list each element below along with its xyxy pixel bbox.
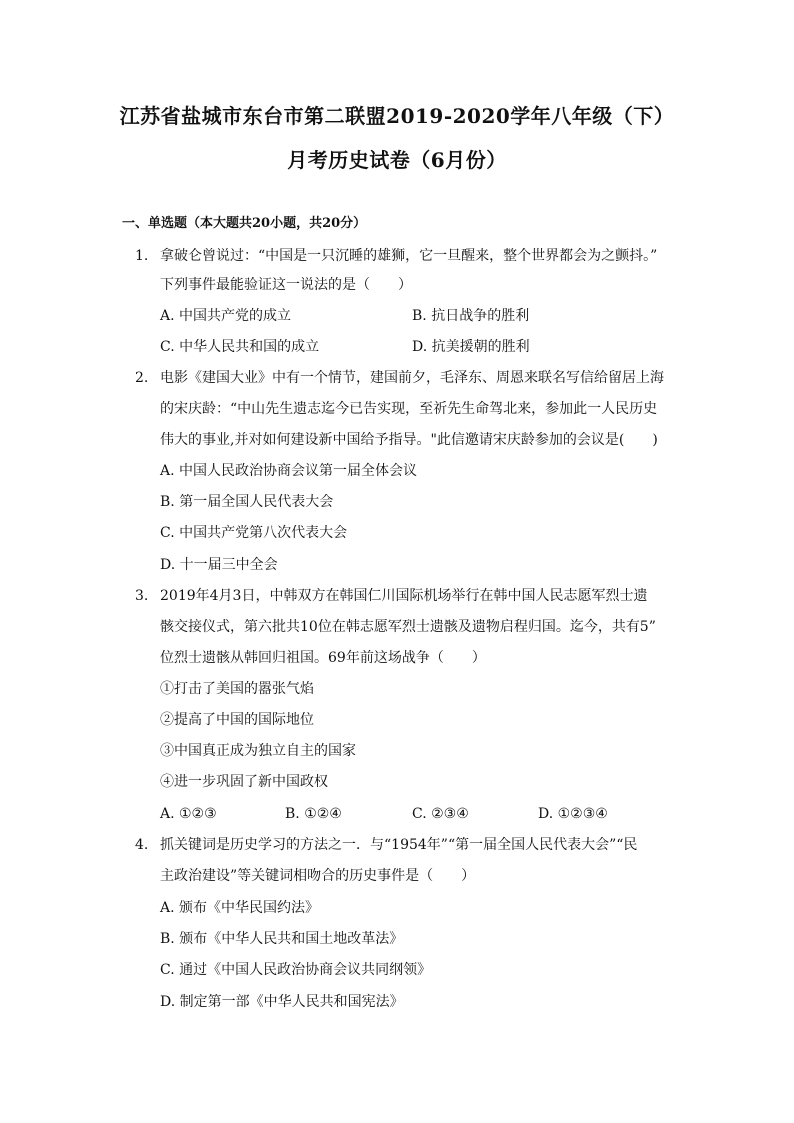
option-b: B. 抗日战争的胜利 — [412, 308, 530, 324]
exam-title-line-2: 月考历史试卷（6月份） — [287, 148, 507, 172]
question-number: 3. — [135, 588, 149, 604]
option-b: B. 第一届全国人民代表大会 — [160, 494, 334, 510]
option-d: D. 抗美援朝的胜利 — [412, 339, 530, 355]
option-a: A. 颁布《中华民国约法》 — [160, 900, 320, 916]
option-d: D. ①②③④ — [538, 806, 608, 822]
question-text-line: 下列事件最能验证这一说法的是（ ） — [160, 277, 412, 293]
question-text-line: 位烈士遗骸从韩回归祖国。69年前这场战争（ ） — [160, 650, 486, 666]
question-text-line: 主政治建设”等关键词相吻合的历史事件是（ ） — [160, 868, 476, 884]
exam-title-line-1: 江苏省盐城市东台市第二联盟2019-2020学年八年级（下） — [119, 104, 675, 128]
option-c: C. 通过《中国人民政治协商会议共同纲领》 — [160, 962, 432, 978]
question-text-line: 拿破仑曾说过：“中国是一只沉睡的雄狮，它一旦醒来，整个世界都会为之颤抖。” — [160, 248, 658, 264]
option-a: A. 中国共产党的成立 — [160, 308, 292, 324]
section-heading: 一、单选题（本大题共20小题，共20分） — [122, 216, 367, 231]
question-text-line: 伟大的事业,并对如何建设新中国给予指导。"此信邀请宋庆龄参加的会议是( ) — [160, 432, 658, 448]
question-text-line: 的宋庆龄：“中山先生遗志迄今已告实现，至祈先生命驾北来，参加此一人民历史 — [160, 401, 658, 417]
option-b: B. 颁布《中华人民共和国土地改革法》 — [160, 931, 404, 947]
question-text-line: 骸交接仪式，第六批共10位在韩志愿军烈士遗骸及遗物启程归国。迄今，共有5” — [160, 619, 656, 635]
statement-item: ④进一步巩固了新中国政权 — [160, 774, 328, 790]
option-d: D. 十一届三中全会 — [160, 557, 278, 573]
question-number: 2. — [135, 370, 149, 386]
option-c: C. 中国共产党第八次代表大会 — [160, 525, 348, 541]
option-a: A. ①②③ — [160, 806, 217, 822]
option-c: C. 中华人民共和国的成立 — [160, 339, 320, 355]
statement-item: ③中国真正成为独立自主的国家 — [160, 743, 356, 759]
statement-item: ②提高了中国的国际地位 — [160, 712, 314, 728]
statement-item: ①打击了美国的嚣张气焰 — [160, 681, 314, 697]
option-c: C. ②③④ — [412, 806, 469, 822]
question-number: 4. — [135, 837, 149, 853]
option-a: A. 中国人民政治协商会议第一届全体会议 — [160, 463, 418, 479]
option-d: D. 制定第一部《中华人民共和国宪法》 — [160, 994, 404, 1010]
question-text-line: 电影《建国大业》中有一个情节，建国前夕，毛泽东、周恩来联名写信给留居上海 — [160, 370, 664, 386]
question-number: 1. — [135, 248, 149, 264]
option-b: B. ①②④ — [285, 806, 342, 822]
question-text-line: 2019年4月3日，中韩双方在韩国仁川国际机场举行在韩中国人民志愿军烈士遗 — [160, 588, 648, 604]
question-text-line: 抓关键词是历史学习的方法之一．与“1954年”“第一届全国人民代表大会”“民 — [160, 837, 638, 853]
